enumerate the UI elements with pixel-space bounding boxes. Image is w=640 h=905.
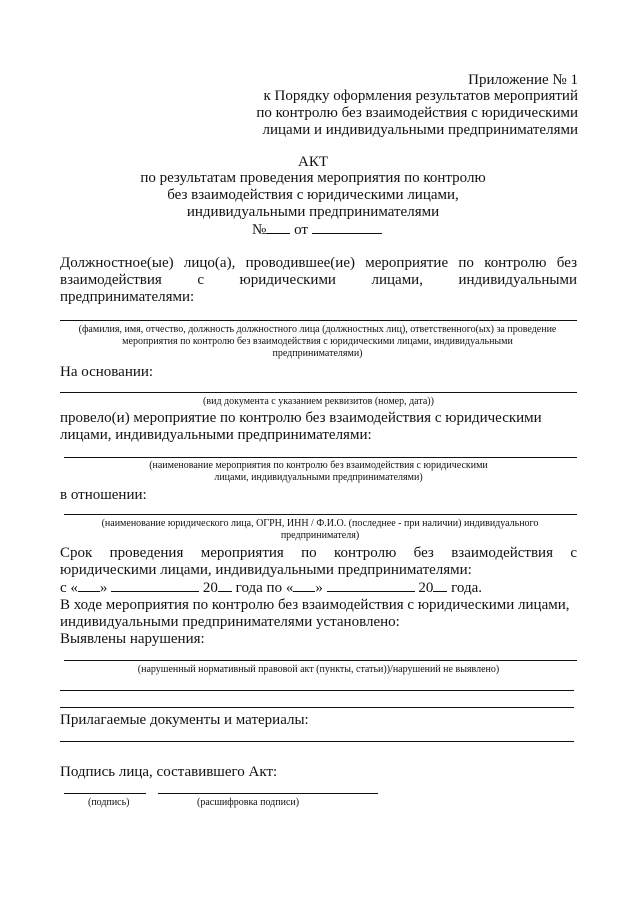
from-label: от <box>294 222 308 238</box>
act-title: АКТ <box>298 154 328 170</box>
violations-field-line[interactable] <box>60 707 574 708</box>
act-number-field[interactable] <box>266 221 290 234</box>
signature-decode-field[interactable] <box>158 793 378 794</box>
period-label: юридическими лицами, индивидуальными предпринимателями: <box>60 562 472 578</box>
end-month-field[interactable] <box>327 579 415 592</box>
conducted-hint: лицами, индивидуальными предпринимателями) <box>214 472 423 483</box>
act-subtitle: без взаимодействия с юридическими лицами, <box>167 187 459 203</box>
basis-hint: (вид документа с указанием реквизитов (номер, дата)) <box>203 396 434 407</box>
signature-label: Подпись лица, составившего Акт: <box>60 764 278 780</box>
appendix-line: лицами и индивидуальными предпринимателями <box>262 122 578 138</box>
appendix-line: по контролю без взаимодействия с юридическими <box>256 105 578 121</box>
end-year-field[interactable] <box>433 579 447 592</box>
violations-field[interactable] <box>64 660 577 661</box>
basis-label: На основании: <box>60 364 154 380</box>
findings-label: индивидуальными предпринимателями установлено: <box>60 614 400 630</box>
violations-hint: (нарушенный нормативный правовой акт (пункты, статьи))/нарушений не выявлено) <box>137 664 500 675</box>
violations-label: Выявлены нарушения: <box>60 631 205 647</box>
officials-hint: (фамилия, имя, отчество, должность должностного лица (должностных лиц), ответственного(ых) за проведение <box>78 324 557 335</box>
end-day-field[interactable] <box>293 579 315 592</box>
conducted-label: лицами, индивидуальными предпринимателями: <box>60 427 372 443</box>
officials-label: предпринимателями: <box>60 289 195 305</box>
appendix-number: Приложение № 1 <box>468 72 578 88</box>
signature-decode-hint: (расшифровка подписи) <box>197 797 300 808</box>
regarding-hint: предпринимателя) <box>280 530 360 541</box>
findings-label: В ходе мероприятия по контролю без взаимодействия с юридическими лицами, <box>60 597 570 613</box>
officials-label: взаимодействия с юридическими лицами, индивидуальными <box>60 272 577 288</box>
start-year-field[interactable] <box>218 579 232 592</box>
act-subtitle: индивидуальными предпринимателями <box>186 204 440 220</box>
start-day-field[interactable] <box>78 579 100 592</box>
regarding-label: в отношении: <box>60 487 147 503</box>
number-label: № <box>252 222 267 238</box>
officials-field[interactable] <box>60 320 577 321</box>
conducted-label: провело(и) мероприятие по контролю без взаимодействия с юридическими <box>60 410 542 426</box>
conducted-hint: (наименование мероприятия по контролю без взаимодействия с юридическими <box>149 460 488 471</box>
signature-field[interactable] <box>64 793 146 794</box>
start-month-field[interactable] <box>111 579 199 592</box>
period-label: Срок проведения мероприятия по контролю без взаимодействия с <box>60 545 577 561</box>
conducted-field[interactable] <box>64 457 577 458</box>
basis-field[interactable] <box>60 392 577 393</box>
appendix-line: к Порядку оформления результатов мероприятий <box>263 88 578 104</box>
attachments-label: Прилагаемые документы и материалы: <box>60 712 309 728</box>
officials-label: Должностное(ые) лицо(а), проводившее(ие) мероприятие по контролю без <box>60 255 577 271</box>
act-number-date <box>252 221 382 239</box>
regarding-field[interactable] <box>64 514 577 515</box>
period-dates: с « » 20 года по « » 20 года. <box>60 580 482 596</box>
officials-hint: мероприятия по контролю без взаимодействия с юридическими лицами, индивидуальными <box>122 336 513 347</box>
officials-hint: предпринимателями) <box>272 348 363 359</box>
signature-hint: (подпись) <box>88 797 130 808</box>
attachments-field[interactable] <box>60 741 574 742</box>
act-date-field[interactable] <box>312 221 382 234</box>
violations-field-line[interactable] <box>60 690 574 691</box>
act-subtitle: по результатам проведения мероприятия по контролю <box>140 170 486 186</box>
regarding-hint: (наименование юридического лица, ОГРН, ИНН / Ф.И.О. (последнее - при наличии) индивидуального <box>101 518 539 529</box>
